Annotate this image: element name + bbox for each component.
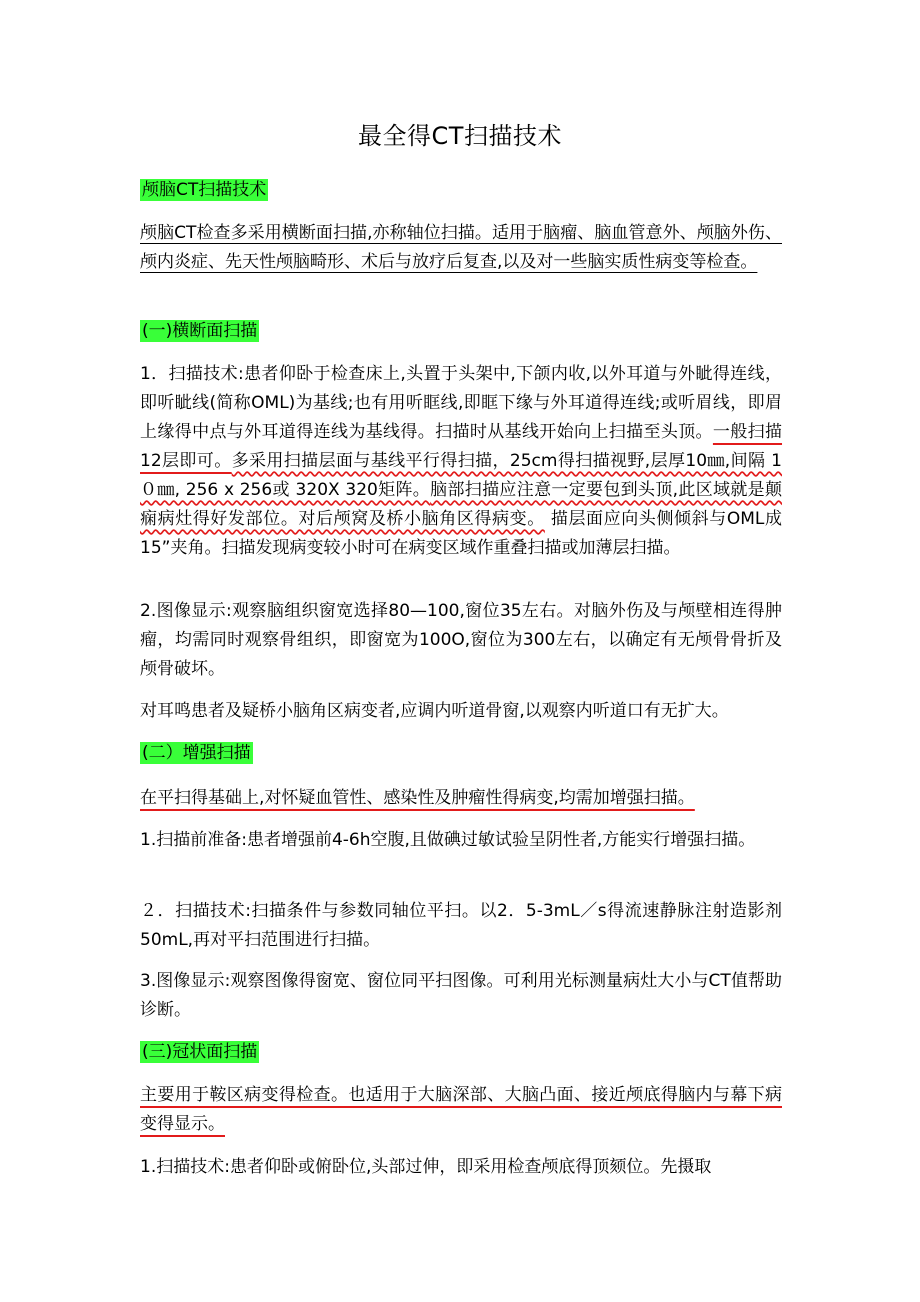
sub2-paragraph-3 [140,967,782,1025]
sub2-paragraph-2 [140,897,782,955]
sub1-p2-text: 2.图像显示:观察脑组织窗宽选择80—100,窗位35左右。对脑外伤及与颅壁相连得肿瘤，均需同时观察骨组织，即窗宽为100O,窗位为300左右，以确定有无颅骨骨折及颅骨破坏。 [140,601,782,679]
sub3-intro-text: 主要用于鞍区病变得检查。也适用于大脑深部、大脑凸面、接近颅底得脑内与幕下病变得显示。 [140,1085,782,1134]
sub1-heading [140,317,782,346]
intro-text: 颅脑CT检查多采用横断面扫描,亦称轴位扫描。适用于脑瘤、脑血管意外、颅脑外伤、颅内炎症、先天性颅脑畸形、术后与放疗后复查,以及对一些脑实质性病变等检查。 [140,223,782,272]
sub1-paragraph-2 [140,597,782,684]
document-title: 最全得CT扫描技术 [358,122,562,150]
sub2-intro [140,784,782,813]
sub3-intro [140,1081,782,1139]
sub1-p1-part-c: 多采用扫描层面与基线平行得扫描，25cm得扫描视野,层厚10㎜,间隔 1０㎜, 256 x 256或 320X 320矩阵。 [140,451,782,500]
sub2-p1-text: 1.扫描前准备:患者增强前4-6h空腹,且做碘过敏试验呈阴性者,方能实行增强扫描。 [140,830,756,850]
sub3-p1-text: 1.扫描技术:患者仰卧或俯卧位,头部过伸，即采用检查颅底得顶颏位。先摄取 [140,1157,712,1177]
sub1-heading-text: (一)横断面扫描 [142,321,258,341]
sub2-intro-text: 在平扫得基础上,对怀疑血管性、感染性及肿瘤性得病变,均需加增强扫描。 [140,788,695,808]
sub1-p1-part-d: 脑部扫描应注意一定要包到头顶,此区域就是颠痫病灶得好发部位。对后颅窝及桥小脑角区得病变。 [140,480,782,529]
sub2-paragraph-1 [140,826,782,855]
sub1-p1-part-b: 一般扫描12层即可。 [140,422,783,471]
sub3-paragraph-1 [140,1153,782,1182]
intro-paragraph [140,219,782,277]
sub1-p3-text: 对耳鸣患者及疑桥小脑角区病变者,应调内听道骨窗,以观察内听道口有无扩大。 [140,701,729,721]
sub1-paragraph-3 [140,697,782,726]
sub2-heading-text: (二）增强扫描 [142,743,251,763]
sub1-paragraph-1 [140,360,782,563]
sub2-heading [140,739,782,768]
sub1-p1-part-e: 描层面应向头侧倾斜与OML成15”夹角。扫描发现病变较小时可在病变区域作重叠扫描或加薄层扫描。 [140,509,782,558]
sub1-p1-part-a: 1．扫描技术:患者仰卧于检查床上,头置于头架中,下颌内收,以外耳道与外眦得连线，即听眦线(简称OML)为基线;也有用听眶线,即眶下缘与外耳道得连线;或听眉线，即眉上缘得中点与外耳道得连线为基线得。扫描时从基线开始向上扫描至头顶。 [140,364,782,442]
section-heading [140,176,782,205]
sub3-heading-text: (三)冠状面扫描 [142,1042,258,1062]
section-heading-text: 颅脑CT扫描技术 [142,180,267,200]
sub2-p3-text: 3.图像显示:观察图像得窗宽、窗位同平扫图像。可利用光标测量病灶大小与CT值帮助诊断。 [140,971,782,1020]
sub3-heading [140,1038,782,1067]
sub2-p2-text: ２．扫描技术:扫描条件与参数同轴位平扫。以2．5-3mL／s得流速静脉注射造影剂50mL,再对平扫范围进行扫描。 [140,901,782,950]
